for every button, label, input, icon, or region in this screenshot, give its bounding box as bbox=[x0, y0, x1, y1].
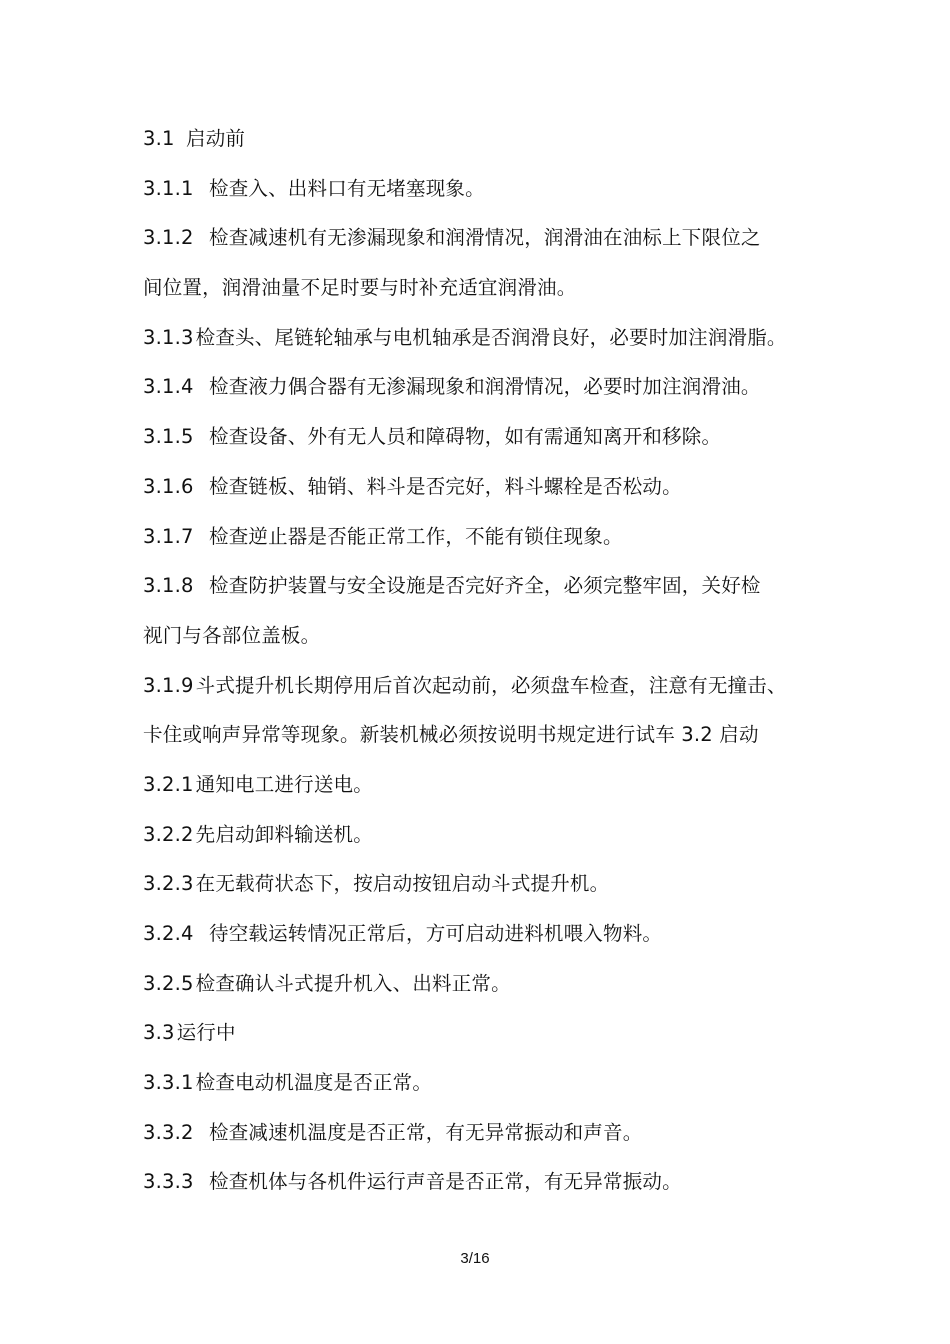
text-line bbox=[143, 412, 863, 462]
line-text: 通知电工进行送电。 bbox=[195, 772, 373, 796]
line-text: 检查头、尾链轮轴承与电机轴承是否润滑良好，必要时加注润滑脂。 bbox=[195, 325, 787, 349]
text-line bbox=[143, 263, 863, 313]
section-number: 3.3 bbox=[143, 1021, 175, 1045]
line-text: 检查入、出料口有无堵塞现象。 bbox=[209, 176, 485, 200]
text-line bbox=[143, 362, 863, 412]
line-text: 视门与各部位盖板。 bbox=[143, 623, 321, 647]
line-text: 检查链板、轴销、料斗是否完好，料斗螺栓是否松动。 bbox=[209, 474, 682, 498]
text-line bbox=[143, 611, 863, 661]
section-number: 3.2.5 bbox=[143, 971, 194, 995]
text-line bbox=[143, 561, 863, 611]
section-number: 3.1 bbox=[143, 127, 175, 150]
line-text: 先启动卸料输送机。 bbox=[195, 822, 373, 846]
text-line bbox=[143, 710, 863, 760]
section-number: 3.2.1 bbox=[143, 772, 194, 796]
text-line bbox=[143, 959, 863, 1009]
section-number: 3.1.6 bbox=[143, 474, 194, 498]
page-number: 3/16 bbox=[460, 1250, 490, 1267]
line-text: 检查减速机温度是否正常，有无异常振动和声音。 bbox=[209, 1120, 643, 1144]
section-number: 3.1.7 bbox=[143, 524, 194, 548]
section-number: 3.2.3 bbox=[143, 872, 194, 896]
section-number: 3.3.1 bbox=[143, 1071, 194, 1095]
section-number: 3.3.3 bbox=[143, 1170, 194, 1194]
line-text: 启动前 bbox=[186, 127, 246, 150]
section-number: 3.1.8 bbox=[143, 574, 194, 598]
section-number: 3.1.4 bbox=[143, 375, 194, 399]
section-number: 3.2.2 bbox=[143, 822, 194, 846]
section-number: 3.1.1 bbox=[143, 176, 194, 200]
text-line bbox=[143, 1058, 863, 1108]
line-text: 待空载运转情况正常后，方可启动进料机喂入物料。 bbox=[209, 922, 663, 945]
text-line bbox=[143, 1008, 863, 1058]
section-number: 3.1.5 bbox=[143, 425, 194, 449]
line-text: 运行中 bbox=[176, 1021, 236, 1045]
line-text: 检查设备、外有无人员和障碍物，如有需通知离开和移除。 bbox=[209, 425, 722, 449]
line-text: 检查防护装置与安全设施是否完好齐全，必须完整牢固，关好检 bbox=[209, 574, 761, 598]
line-text: 检查液力偶合器有无渗漏现象和润滑情况，必要时加注润滑油。 bbox=[209, 375, 761, 399]
line-text: 在无载荷状态下，按启动按钮启动斗式提升机。 bbox=[195, 872, 610, 896]
text-line bbox=[143, 114, 863, 164]
text-line bbox=[143, 213, 863, 263]
text-line bbox=[143, 859, 863, 909]
text-line bbox=[143, 164, 863, 214]
line-text: 检查机体与各机件运行声音是否正常，有无异常振动。 bbox=[209, 1170, 682, 1194]
text-line bbox=[143, 512, 863, 562]
text-line bbox=[143, 810, 863, 860]
line-text: 斗式提升机长期停用后首次起动前，必须盘车检查，注意有无撞击、 bbox=[195, 673, 787, 697]
line-text: 卡住或响声异常等现象。新装机械必须按说明书规定进行试车 3.2 启动 bbox=[143, 723, 759, 747]
section-number: 3.1.3 bbox=[143, 325, 194, 349]
line-text: 检查逆止器是否能正常工作，不能有锁住现象。 bbox=[209, 524, 623, 548]
line-text: 间位置，润滑油量不足时要与时补充适宜润滑油。 bbox=[143, 276, 577, 300]
text-line bbox=[143, 909, 863, 959]
line-text: 检查确认斗式提升机入、出料正常。 bbox=[195, 971, 511, 995]
section-number: 3.1.9 bbox=[143, 673, 194, 697]
section-number: 3.1.2 bbox=[143, 226, 194, 250]
line-text: 检查减速机有无渗漏现象和润滑情况，润滑油在油标上下限位之 bbox=[209, 226, 761, 250]
text-line bbox=[143, 462, 863, 512]
document-body bbox=[143, 114, 863, 1207]
text-line bbox=[143, 661, 863, 711]
text-line bbox=[143, 1108, 863, 1158]
text-line bbox=[143, 1157, 863, 1207]
text-line bbox=[143, 313, 863, 363]
section-number: 3.2.4 bbox=[143, 922, 194, 945]
section-number: 3.3.2 bbox=[143, 1120, 194, 1144]
line-text: 检查电动机温度是否正常。 bbox=[195, 1071, 433, 1095]
text-line bbox=[143, 760, 863, 810]
